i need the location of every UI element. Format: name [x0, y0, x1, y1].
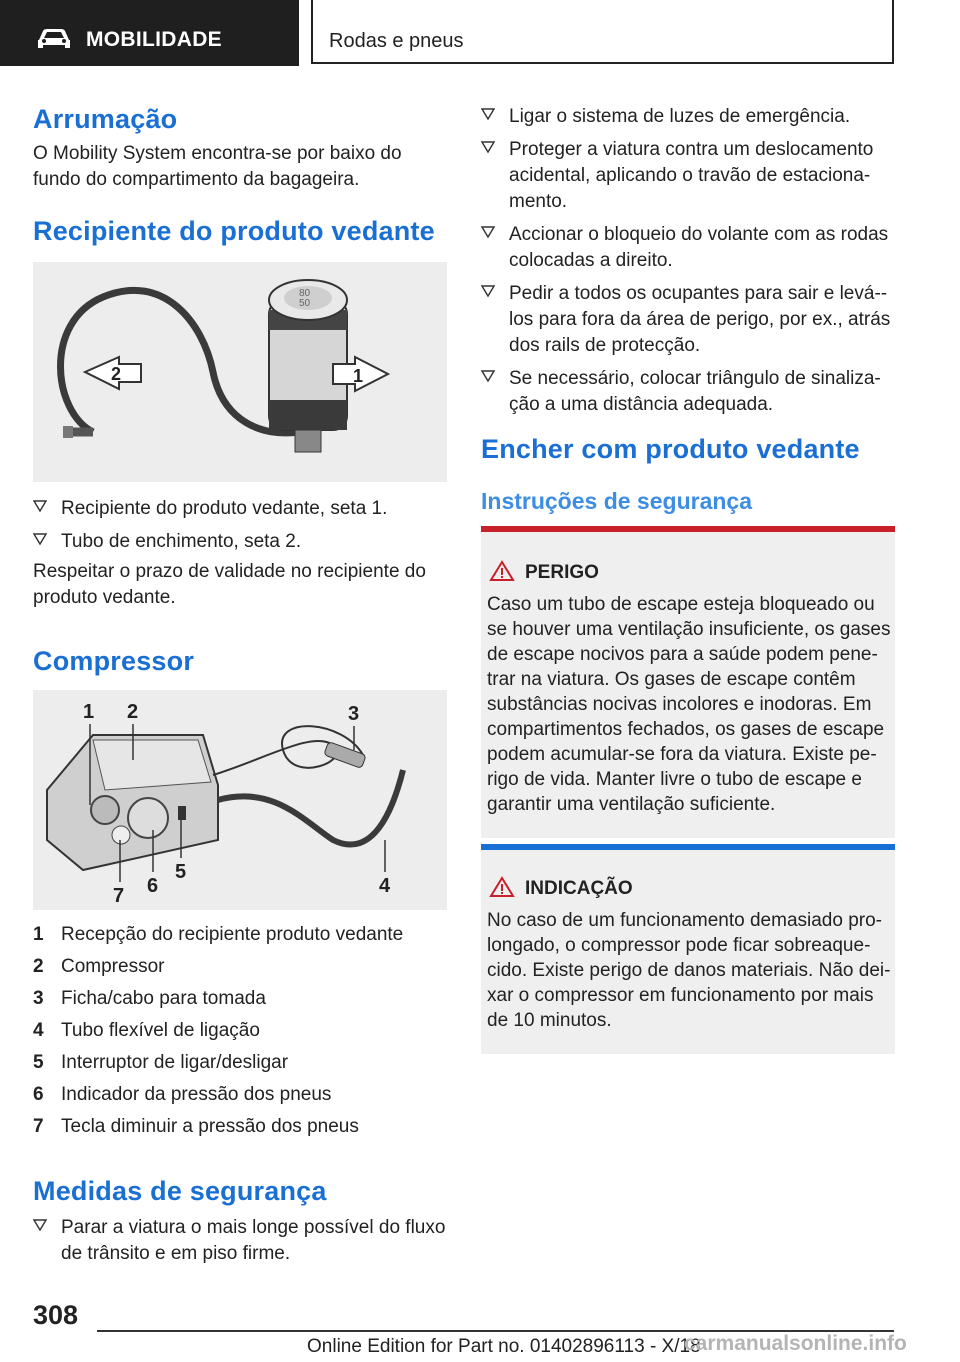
arrumacao-section	[33, 104, 447, 193]
triangle-bullet-icon	[481, 225, 495, 239]
list-item: Accionar o bloqueio do volante com as rodas colocadas a direito.	[481, 222, 895, 274]
triangle-bullet-icon	[481, 140, 495, 154]
list-item: Parar a viatura o mais longe possível do fluxo de trânsito e em piso firme.	[33, 1215, 447, 1267]
callout-7: 7	[113, 885, 125, 907]
dial-label-80: 80	[299, 288, 311, 299]
recipiente-heading: Recipiente do produto vedante	[33, 216, 435, 246]
section-title: MOBILIDADE	[86, 28, 222, 51]
compressor-list	[33, 922, 447, 1140]
warning-icon	[489, 560, 515, 582]
info-text: No caso de um funcionamento demasiado pro-longado, o compressor pode ficar sobreaque-cido. Existe perigo de danos materiais. Não dei-xar o compressor em funcionamento por mais de 10 minutos.	[487, 910, 891, 1031]
arrow-label-1: 1	[353, 366, 364, 386]
list-item: 4 Tubo flexível de ligação	[33, 1020, 260, 1041]
edition-text: Online Edition for Part no. 01402896113 - X/18	[307, 1336, 701, 1357]
recipiente-list	[33, 496, 447, 555]
medidas-heading: Medidas de segurança	[33, 1176, 327, 1206]
compressor-heading: Compressor	[33, 646, 195, 676]
medidas-continued	[481, 104, 895, 425]
callout-6: 6	[147, 875, 159, 897]
encher-heading: Encher com produto vedante	[481, 434, 860, 464]
watermark: carmanualsonline.info	[684, 1332, 907, 1355]
triangle-bullet-icon	[481, 369, 495, 383]
triangle-bullet-icon	[33, 499, 47, 513]
list-item: Tubo de enchimento, seta 2.	[33, 529, 447, 555]
triangle-bullet-icon	[33, 1218, 47, 1232]
instrucoes-heading: Instruções de segurança	[481, 488, 752, 514]
info-notice	[481, 844, 895, 1054]
validity-note: Respeitar o prazo de validade no recipiente do produto vedante.	[33, 561, 426, 608]
list-item: Ligar o sistema de luzes de emergência.	[481, 104, 895, 130]
arrumacao-heading: Arrumação	[33, 104, 178, 134]
chapter-tab	[311, 0, 894, 64]
callout-4: 4	[379, 875, 391, 897]
callout-5: 5	[175, 861, 187, 883]
car-icon	[36, 28, 72, 50]
danger-label: PERIGO	[525, 562, 599, 583]
info-label: INDICAÇÃO	[525, 878, 633, 899]
callout-1: 1	[83, 701, 95, 723]
list-item: Proteger a viatura contra um deslocamento acidental, aplicando o travão de estaciona-mento.	[481, 137, 895, 215]
chapter-title: Rodas e pneus	[329, 30, 464, 52]
medidas-list	[33, 1215, 447, 1267]
sealant-container-illustration	[33, 262, 447, 482]
compressor-figure	[33, 690, 447, 910]
danger-text: Caso um tubo de escape esteja bloqueado ou se houver uma ventilação insuficiente, os gases de escape nocivos para a saúde podem pene-trar na viatura. Os gases de escape contêm substâncias nocivas incolores e inodoras. Em compartimentos fechados, os gases de escape podem acumular-se fora da viatura. Existe pe-rigo de vida. Manter livre o tubo de escape e garantir uma ventilação suficiente.	[487, 594, 891, 815]
list-item: 2 Compressor	[33, 956, 165, 977]
triangle-bullet-icon	[33, 532, 47, 546]
list-item: Pedir a todos os ocupantes para sair e levá--los para fora da área de perigo, por ex., atrás dos rails de protecção.	[481, 281, 895, 359]
compressor-legend	[33, 922, 447, 1146]
triangle-bullet-icon	[481, 107, 495, 121]
triangle-bullet-icon	[481, 284, 495, 298]
list-item: Recipiente do produto vedante, seta 1.	[33, 496, 447, 522]
page-number: 308	[33, 1300, 79, 1330]
callout-2: 2	[127, 701, 139, 723]
warning-icon	[489, 876, 515, 898]
list-item: 5 Interruptor de ligar/desligar	[33, 1052, 289, 1073]
list-item: 1 Recepção do recipiente produto vedante	[33, 924, 404, 945]
danger-notice	[481, 526, 895, 838]
list-item: Se necessário, colocar triângulo de sinaliza-ção a uma distância adequada.	[481, 366, 895, 418]
compressor-illustration	[33, 690, 447, 910]
list-item: 3 Ficha/cabo para tomada	[33, 988, 266, 1009]
list-item: 7 Tecla diminuir a pressão dos pneus	[33, 1116, 359, 1137]
section-tab	[0, 0, 299, 66]
medidas-block	[33, 1215, 447, 1274]
arrow-label-2: 2	[111, 364, 122, 384]
arrumacao-text: O Mobility System encontra-se por baixo do fundo do compartimento da bagageira.	[33, 143, 402, 190]
dial-label-50: 50	[299, 298, 311, 309]
sealant-container-figure	[33, 262, 447, 482]
recipiente-list-block	[33, 496, 447, 611]
list-item: 6 Indicador da pressão dos pneus	[33, 1084, 332, 1105]
medidas-list-continued	[481, 104, 895, 418]
callout-3: 3	[348, 703, 360, 725]
